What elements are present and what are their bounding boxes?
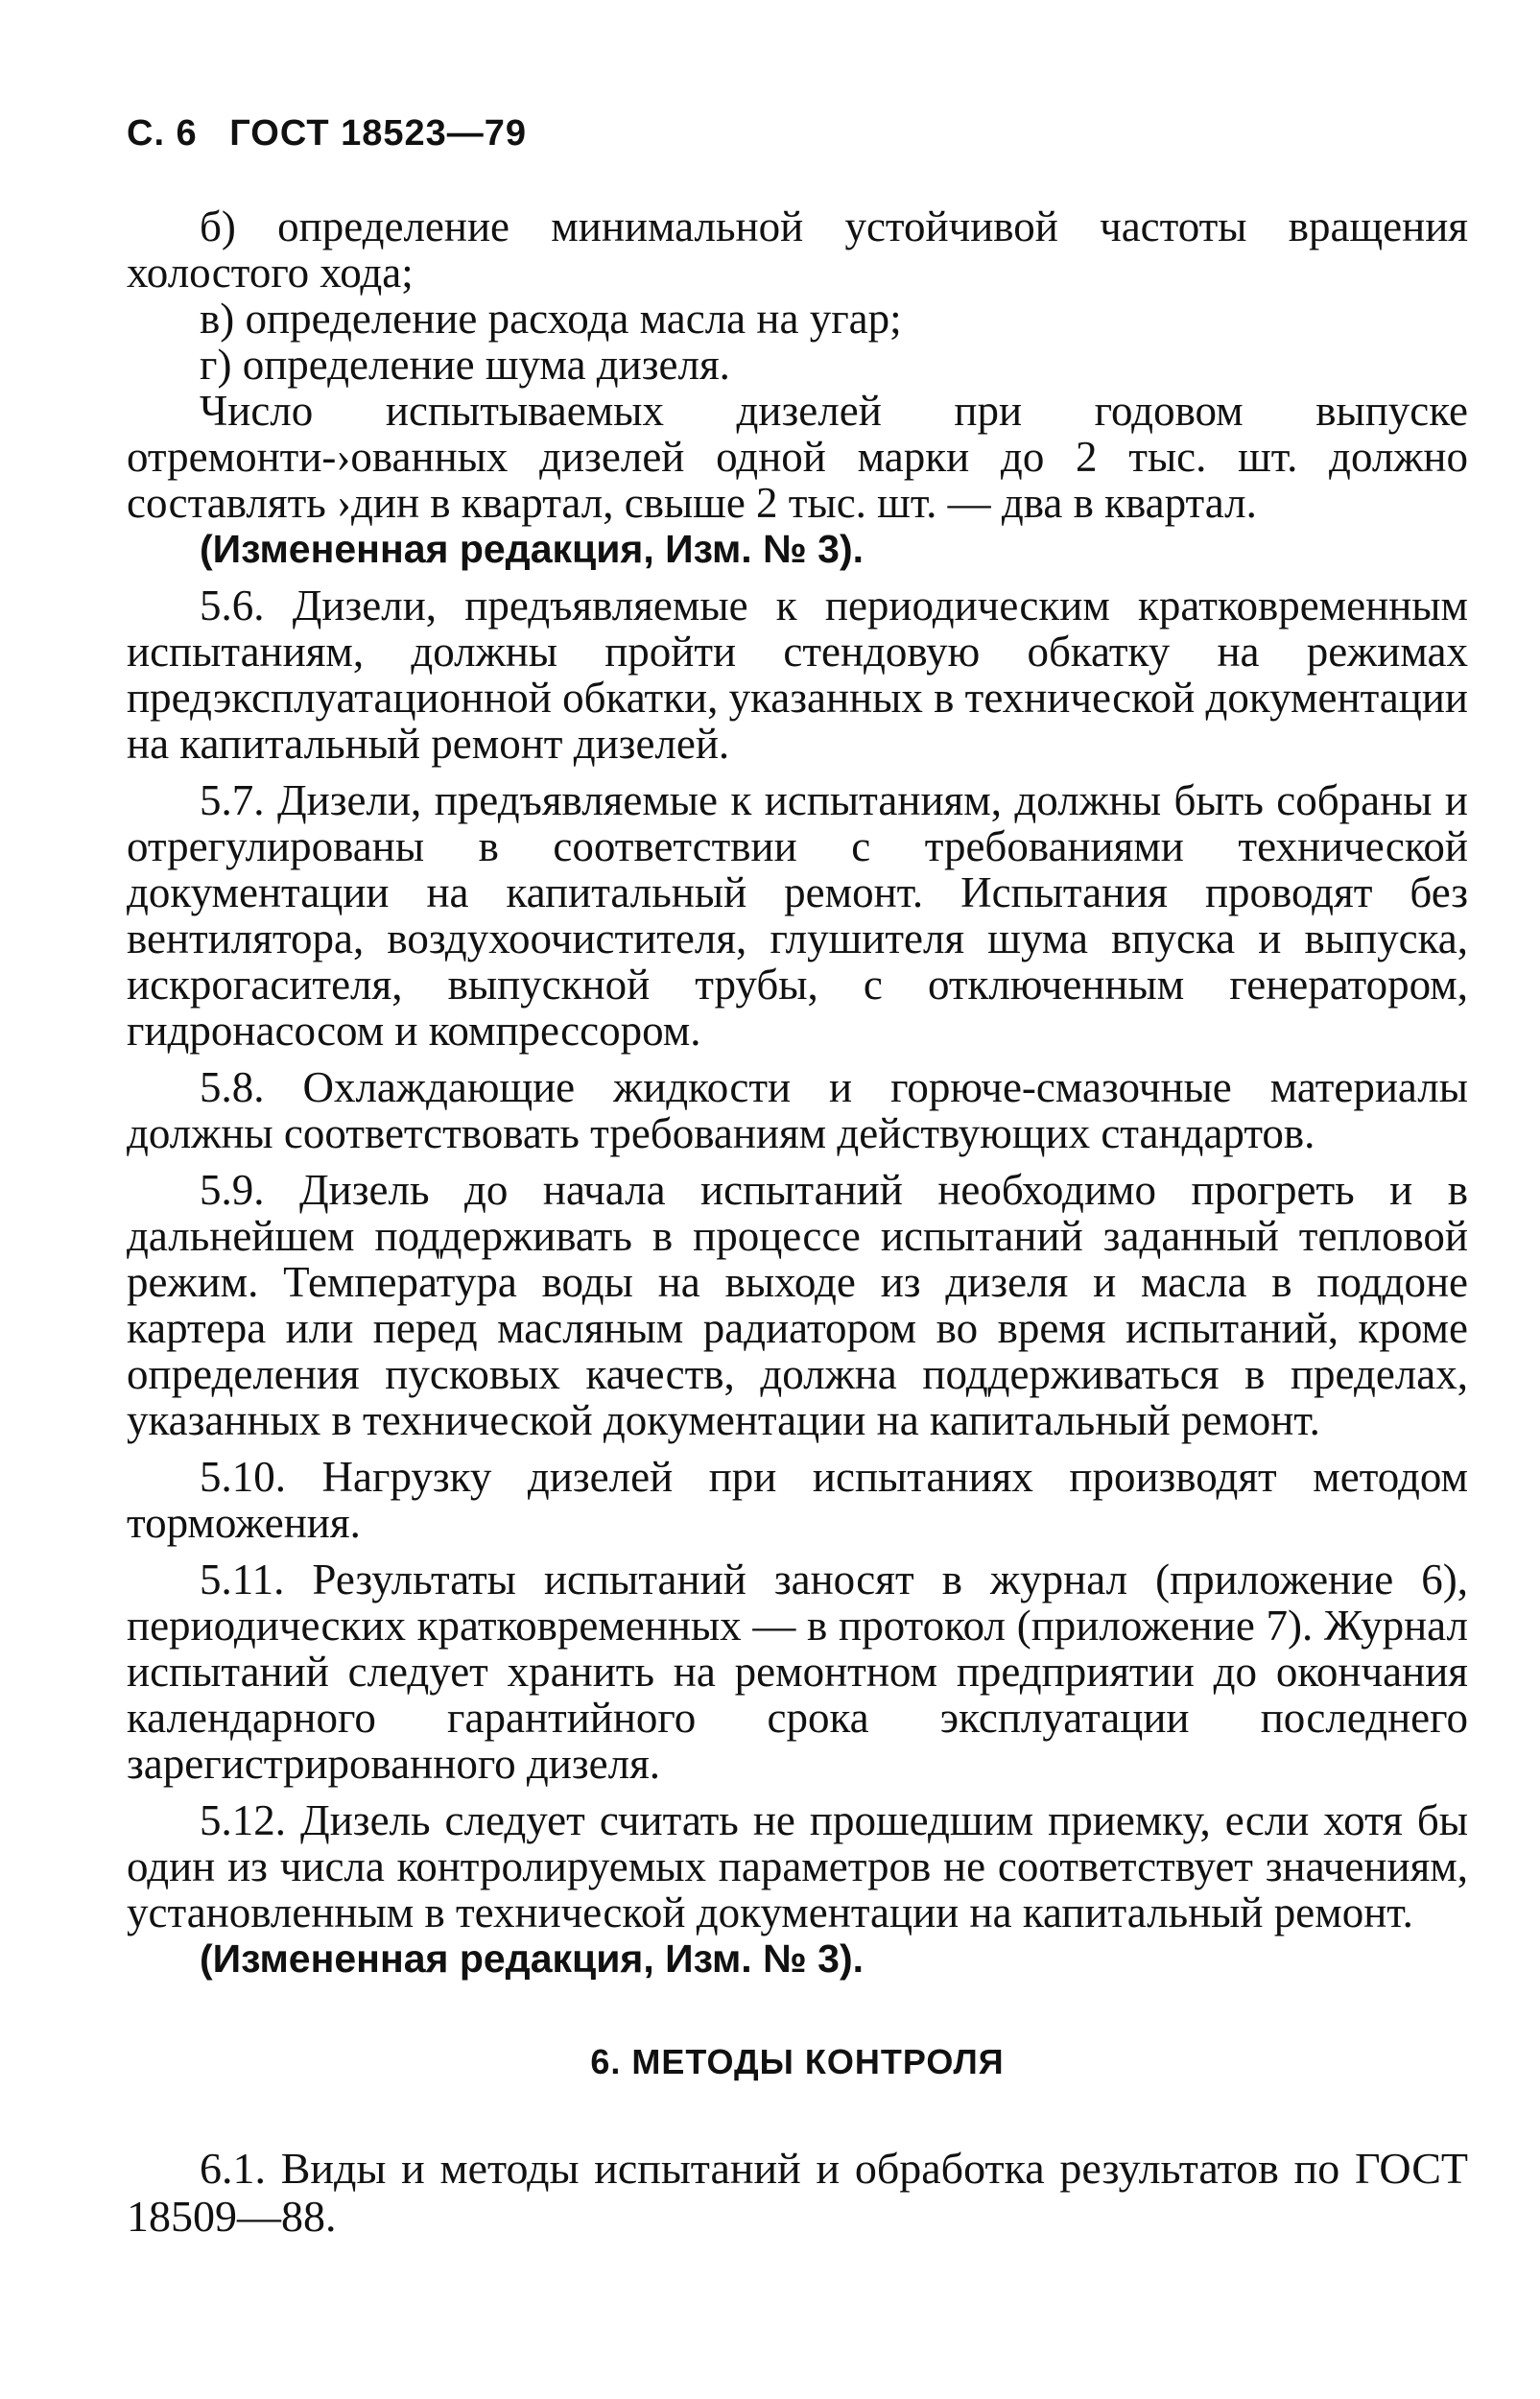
amendment-note: (Измененная редакция, Изм. № 3). (200, 527, 865, 571)
clause-5-6: 5.6. Дизели, предъявляемые к периодическим кратковременным испытаниям, должны пройти стендовую обкатку на режимах предэксплуатационной обкатки, указанных в технической документации на капитальный ремонт дизелей. (127, 582, 1468, 768)
clause-5-8: 5.8. Охлаждающие жидкости и горюче-смазочные материалы должны соответствовать требованиям действующих стандартов. (127, 1063, 1468, 1157)
list-item-g: г) определение шума дизеля. (200, 341, 730, 389)
amendment-note: (Измененная редакция, Изм. № 3). (200, 1936, 865, 1981)
document-code: ГОСТ 18523—79 (229, 113, 528, 154)
clause-5-10: 5.10. Нагрузку дизелей при испытаниях производят методом торможения. (127, 1453, 1468, 1547)
page-number: С. 6 (127, 113, 198, 154)
list-item-b: б) определение минимальной устойчивой частоты вращения холостого хода; (127, 202, 1468, 297)
section-heading: 6. МЕТОДЫ КОНТРОЛЯ (590, 2042, 1005, 2081)
clause-6-1: 6.1. Виды и методы испытаний и обработка результатов по ГОСТ 18509—88. (127, 2144, 1468, 2241)
clause-5-11: 5.11. Результаты испытаний заносят в журнал (приложение 6), периодических кратковременных — в протокол (приложение 7). Журнал испытаний следует хранить на ремонтном предприятии до окончания календарного гарантийного срока эксплуатации последнего зарегистрированного дизеля. (127, 1556, 1468, 1788)
page-header (127, 113, 548, 154)
paragraph-test-count: Число испытываемых дизелей при годовом выпуске отремонти-›ованных дизелей одной марки до 2 тыс. шт. должно составлять ›дин в квартал, свыше 2 тыс. шт. — два в квартал. (127, 387, 1468, 527)
clause-5-7: 5.7. Дизели, предъявляемые к испытаниям, должны быть собраны и отрегулированы в соответствии с требованиями технической документации на капитальный ремонт. Испытания проводят без вентилятора, воздухоочистителя, глушителя шума впуска и выпуска, искрогасителя, выпускной трубы, с отключенным генератором, гидронасосом и компрессором. (127, 776, 1468, 1055)
document-body (127, 203, 1468, 2241)
clause-5-12: 5.12. Дизель следует считать не прошедшим приемку, если хотя бы один из числа контролируемых параметров не соответствует значениям, установленным в технической документации на капитальный ремонт. (127, 1796, 1468, 1936)
list-item-v: в) определение расхода масла на угар; (200, 295, 902, 343)
clause-5-9: 5.9. Дизель до начала испытаний необходимо прогреть и в дальнейшем поддерживать в процессе испытаний заданный тепловой режим. Температура воды на выходе из дизеля и масла в поддоне картера или перед масляным радиатором во время испытаний, кроме определения пусковых качеств, должна поддерживаться в пределах, указанных в технической документации на капитальный ремонт. (127, 1166, 1468, 1444)
